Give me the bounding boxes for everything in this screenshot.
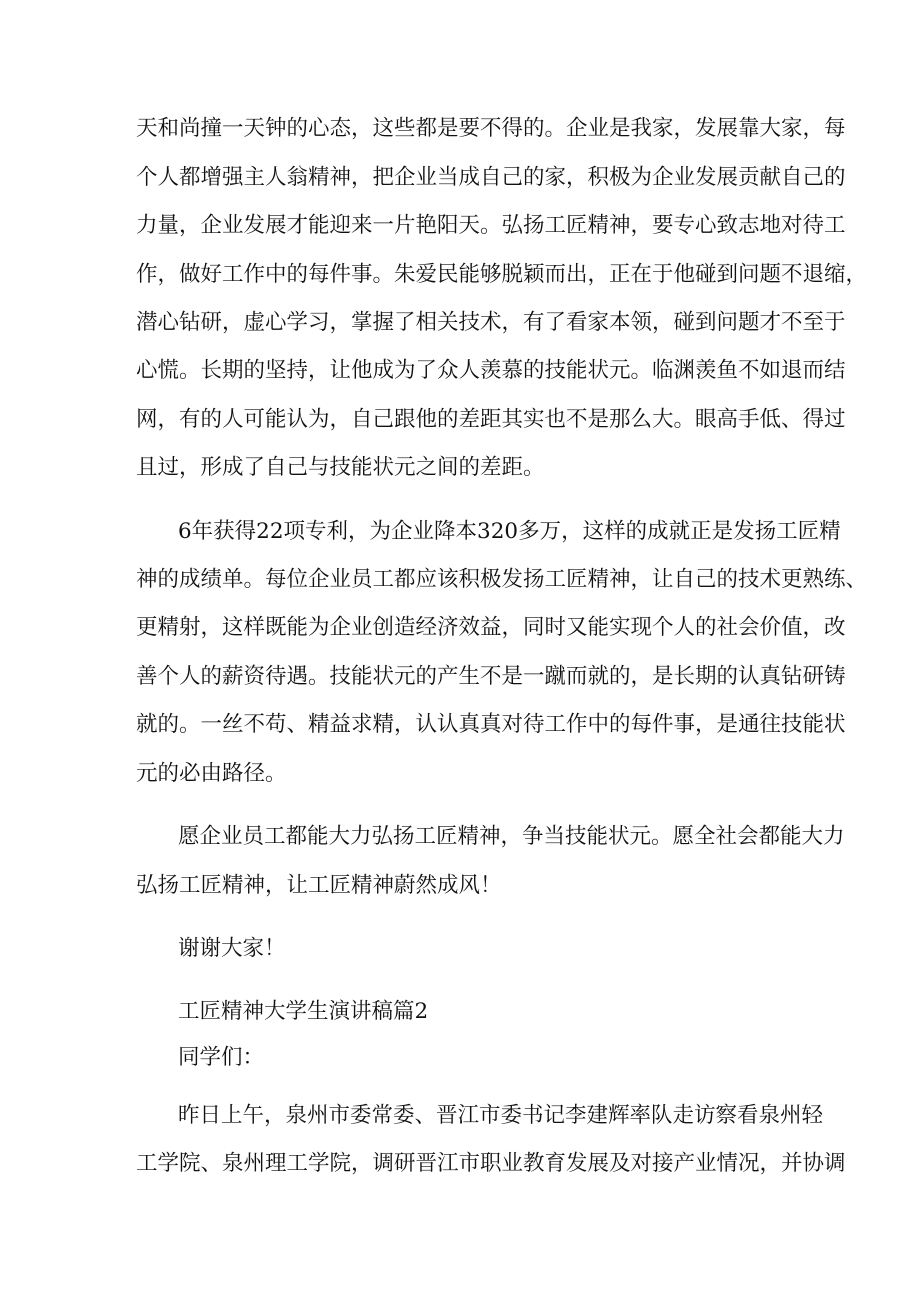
- paragraph-line: 天和尚撞一天钟的心态，这些都是要不得的。企业是我家，发展靠大家，每: [136, 116, 846, 141]
- paragraph-line: 就的。一丝不苟、精益求精，认认真真对待工作中的每件事，是通往技能状: [136, 712, 846, 737]
- paragraph-line: 善个人的薪资待遇。技能状元的产生不是一蹴而就的，是长期的认真钻研铸: [136, 664, 846, 689]
- paragraph-line: 昨日上午，泉州市委常委、晋江市委书记李建辉率队走访察看泉州轻: [178, 1103, 824, 1128]
- paragraph-line: 愿企业员工都能大力弘扬工匠精神，争当技能状元。愿全社会都能大力: [178, 824, 845, 849]
- paragraph-line: 元的必由路径。: [136, 761, 287, 786]
- paragraph-line: 个人都增强主人翁精神，把企业当成自己的家，积极为企业发展贡献自己的: [136, 165, 846, 190]
- paragraph-line: 网，有的人可能认为，自己跟他的差距其实也不是那么大。眼高手低、得过: [136, 407, 846, 432]
- paragraph-line: 弘扬工匠精神，让工匠精神蔚然成风！: [136, 873, 502, 898]
- paragraph-line: 心慌。长期的坚持，让他成为了众人羡慕的技能状元。临渊羡鱼不如退而结: [136, 358, 846, 383]
- salutation: 同学们：: [178, 1045, 265, 1070]
- closing-thanks: 谢谢大家！: [178, 936, 286, 961]
- paragraph-line: 工学院、泉州理工学院，调研晋江市职业教育发展及对接产业情况，并协调: [136, 1151, 846, 1176]
- paragraph-line: 作，做好工作中的每件事。朱爱民能够脱颖而出，正在于他碰到问题不退缩，: [136, 262, 868, 287]
- paragraph-line: 潜心钻研，虚心学习，掌握了相关技术，有了看家本领，碰到问题才不至于: [136, 310, 846, 335]
- paragraph-line: 且过，形成了自己与技能状元之间的差距。: [136, 455, 545, 480]
- paragraph-line: 力量，企业发展才能迎来一片艳阳天。弘扬工匠精神，要专心致志地对待工: [136, 213, 846, 238]
- section-heading: 工匠精神大学生演讲稿篇2: [178, 999, 429, 1024]
- paragraph-line: 更精射，这样既能为企业创造经济效益，同时又能实现个人的社会价值，改: [136, 615, 846, 640]
- paragraph-line: 神的成绩单。每位企业员工都应该积极发扬工匠精神，让自己的技术更熟练、: [136, 567, 868, 592]
- paragraph-line: 6年获得22项专利，为企业降本320多万，这样的成就正是发扬工匠精: [178, 519, 841, 544]
